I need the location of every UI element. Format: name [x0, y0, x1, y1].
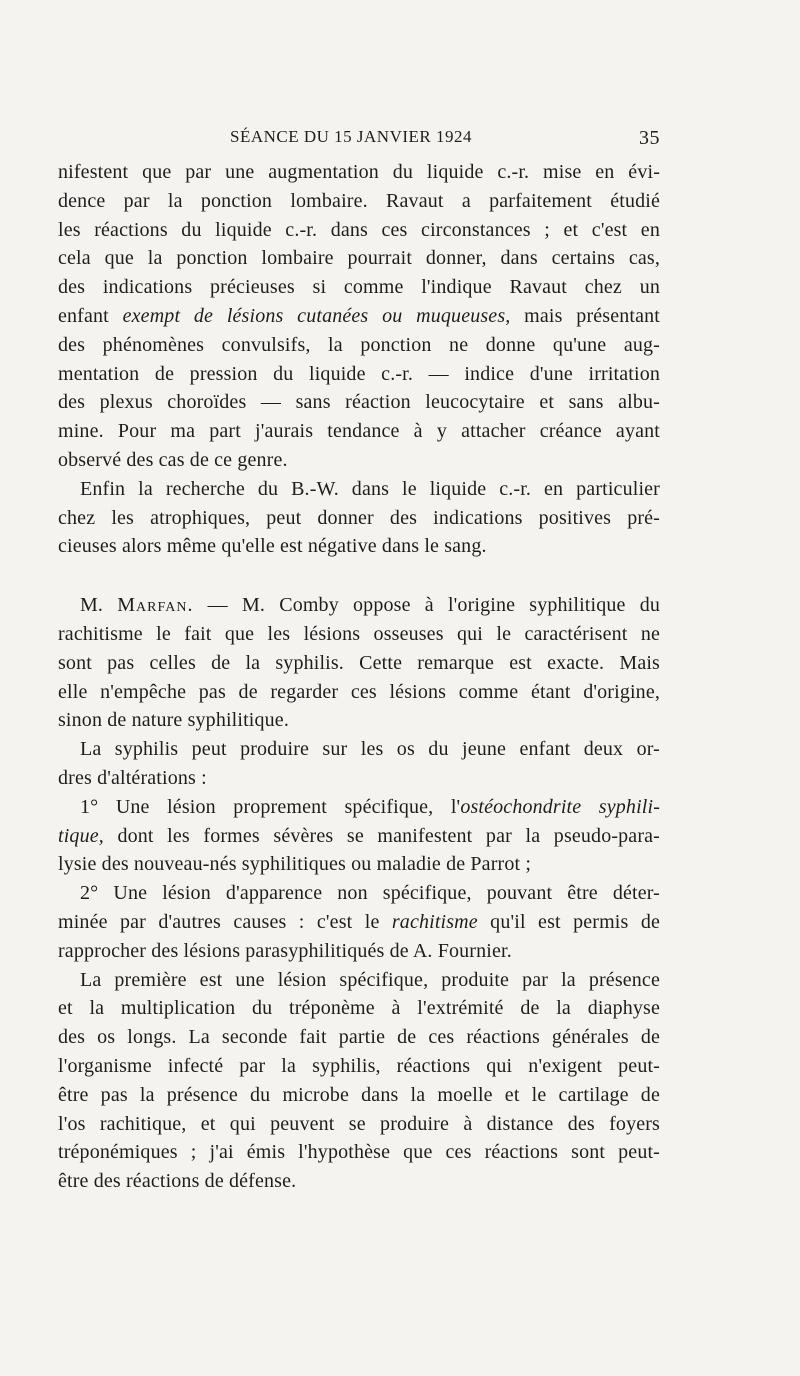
text-line: Enfin la recherche du B.-W. dans le liquide c.-r. en particulier: [80, 477, 660, 500]
text-line: rachitisme le fait que les lésions osseuses qui le caractérisent ne: [58, 622, 660, 645]
text-run: qu'il est permis de: [477, 910, 660, 933]
text-line: mentation de pression du liquide c.-r. — indice d'une irritation: [58, 362, 660, 385]
text-line: La première est une lésion spécifique, produite par la présence: [80, 968, 660, 991]
text-line: cela que la ponction lombaire pourrait donner, dans certains cas,: [58, 247, 660, 270]
text-run: minée par d'autres causes : c'est le: [58, 910, 392, 933]
text-line: dres d'altérations :: [58, 766, 207, 789]
page-number: 35: [639, 127, 660, 149]
text-line: des os longs. La seconde fait partie de ces réactions générales de: [58, 1026, 660, 1049]
text-line: l'os rachitique, et qui peuvent se produire à distance des foyers: [58, 1112, 660, 1135]
text-line: des indications précieuses si comme l'indique Ravaut chez un: [58, 276, 660, 299]
text-line: rapprocher des lésions parasyphilitiqués de A. Fournier.: [58, 939, 512, 962]
text-line: dence par la ponction lombaire. Ravaut a parfaitement étudié: [58, 189, 660, 212]
text-line: être des réactions de défense.: [58, 1170, 297, 1193]
text-line: 2° Une lésion d'apparence non spécifique, pouvant être déter-: [80, 882, 660, 905]
text-line: La syphilis peut produire sur les os du jeune enfant deux or-: [80, 738, 660, 761]
text-run: — M. Comby oppose à l'origine syphilitique du: [193, 594, 661, 617]
text-run: enfant: [58, 304, 123, 327]
text-line: des plexus choroïdes — sans réaction leucocytaire et sans albu-: [58, 391, 660, 414]
text-line: lysie des nouveau-nés syphilitiques ou maladie de Parrot ;: [58, 853, 532, 876]
text-line: mine. Pour ma part j'aurais tendance à y attacher créance ayant: [58, 420, 660, 443]
text-line: des phénomènes convulsifs, la ponction ne donne qu'une aug-: [58, 333, 660, 356]
text-line: [58, 591, 660, 620]
text-line: [58, 302, 660, 331]
header-title: SÉANCE DU 15 JANVIER 1924: [230, 127, 472, 146]
italic-run: rachitisme: [391, 910, 478, 933]
text-line: les réactions du liquide c.-r. dans ces circonstances ; et c'est en: [58, 218, 660, 241]
speaker-prefix: M.: [80, 594, 118, 617]
text-line: et la multiplication du tréponème à l'extrémité de la diaphyse: [58, 997, 660, 1020]
body-text: [58, 158, 660, 1196]
text-run: 1° Une lésion proprement spécifique, l': [80, 795, 461, 818]
text-line: [58, 793, 660, 822]
italic-run: exempt de lésions cutanées ou muqueuses,: [122, 304, 511, 327]
running-header: [58, 127, 660, 155]
italic-run: tique,: [58, 824, 104, 847]
text-line: cieuses alors même qu'elle est négative dans le sang.: [58, 535, 487, 558]
text-line: chez les atrophiques, peut donner des indications positives pré-: [58, 506, 660, 529]
text-line: [58, 908, 660, 937]
text-line: être pas la présence du microbe dans la moelle et le cartilage de: [58, 1083, 660, 1106]
section-gap: [58, 561, 660, 591]
text-line: nifestent que par une augmentation du liquide c.-r. mise en évi-: [58, 161, 660, 183]
text-line: [58, 822, 660, 851]
italic-run: ostéochondrite syphili-: [460, 795, 661, 818]
text-run: dont les formes sévères se manifestent par la pseudo-para-: [103, 824, 660, 847]
speaker-name: Marfan.: [117, 594, 194, 617]
text-line: sinon de nature syphilitique.: [58, 709, 289, 732]
text-line: sont pas celles de la syphilis. Cette remarque est exacte. Mais: [58, 651, 660, 674]
text-line: observé des cas de ce genre.: [58, 448, 288, 471]
text-line: l'organisme infecté par la syphilis, réactions qui n'exigent peut-: [58, 1054, 660, 1077]
text-run: mais présentant: [510, 304, 660, 327]
text-line: elle n'empêche pas de regarder ces lésions comme étant d'origine,: [58, 680, 660, 703]
text-line: tréponémiques ; j'ai émis l'hypothèse que ces réactions sont peut-: [58, 1141, 660, 1164]
